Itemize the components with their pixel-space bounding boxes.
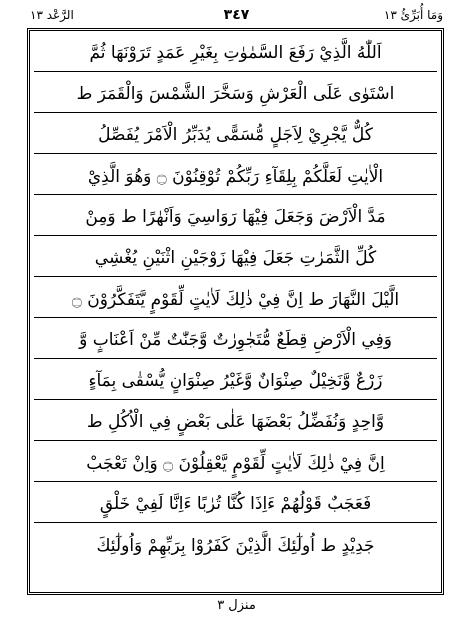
- surah-title: الرَّعْد ١٣: [30, 8, 74, 22]
- line-text: اَللّٰهُ الَّذِيْ رَفَعَ السَّمٰوٰتِ بِغَيْرِ عَمَدٍ تَرَوْنَهَا ثُمَّ: [89, 43, 382, 63]
- manzil-footer: منزل ٣: [217, 598, 256, 613]
- page-header: [30, 4, 443, 26]
- text-line: [34, 117, 437, 154]
- line-text: وَفِي الْاَرْضِ قِطَعٌ مُّتَجٰوِرٰتٌ وَّجَنّٰتٌ مِّنْ اَعْنَابٍ وَّ: [79, 330, 392, 350]
- line-text: مَدَّ الْاَرْضَ وَجَعَلَ فِيْهَا رَوَاسِيَ وَاَنْهٰرًا ط وَمِنْ: [85, 207, 386, 227]
- text-line: [34, 35, 437, 72]
- text-line: [34, 240, 437, 277]
- line-text: اسْتَوٰى عَلَى الْعَرْشِ وَسَخَّرَ الشَّمْسَ وَالْقَمَرَ ط: [76, 84, 395, 104]
- line-text: كُلِّ الثَّمَرٰتِ جَعَلَ فِيْهَا زَوْجَيْنِ اثْنَيْنِ يُغْشِي: [94, 248, 377, 268]
- line-text: الْاٰيٰتِ لَعَلَّكُمْ بِلِقَآءِ رَبِّكُمْ تُوْقِنُوْنَ ۝ وَهُوَ الَّذِيْ: [87, 166, 384, 187]
- text-line: [34, 199, 437, 236]
- text-line: [34, 404, 437, 441]
- line-text: وَّاحِدٍ وَنُفَضِّلُ بَعْضَهَا عَلٰى بَعْضٍ فِي الْاُكُلِ ط: [86, 412, 385, 432]
- line-text: اِنَّ فِيْ ذٰلِكَ لَاٰيٰتٍ لِّقَوْمٍ يَّعْقِلُوْنَ ۝ وَاِنْ تَعْجَبْ: [86, 453, 385, 474]
- line-text: كُلٌّ يَّجْرِيْ لِاَجَلٍ مُّسَمًّى يُدَبِّرُ الْاَمْرَ يُفَصِّلُ: [98, 125, 373, 145]
- text-line: [34, 527, 437, 564]
- line-text: زَرْعٌ وَّنَخِيْلٌ صِنْوَانٌ وَّغَيْرُ صِنْوَانٍ يُّسْقٰى بِمَآءٍ: [88, 371, 383, 391]
- text-line: [34, 445, 437, 482]
- text-line: [34, 363, 437, 400]
- line-text: الَّيْلَ النَّهَارَ ط اِنَّ فِيْ ذٰلِكَ لَاٰيٰتٍ لِّقَوْمٍ يَّتَفَكَّرُوْنَ ۝: [71, 289, 400, 310]
- text-line: [34, 281, 437, 318]
- text-line: [34, 158, 437, 195]
- text-line: [34, 486, 437, 523]
- text-frame: [27, 28, 444, 595]
- line-text: جَدِيْدٍ ط اُولٰٓئِكَ الَّذِيْنَ كَفَرُوْا بِرَبِّهِمْ وَاُولٰٓئِكَ: [96, 535, 375, 556]
- text-line: [34, 322, 437, 359]
- page-number: ٣٤٧: [223, 7, 250, 23]
- juz-title: وَمَا أُبَرِّئُ ١٣: [383, 8, 443, 22]
- line-text: فَعَجَبٌ قَوْلُهُمْ ءَاِذَا كُنَّا تُرٰبًا ءَاِنَّا لَفِيْ خَلْقٍ: [99, 494, 372, 514]
- text-line: [34, 76, 437, 113]
